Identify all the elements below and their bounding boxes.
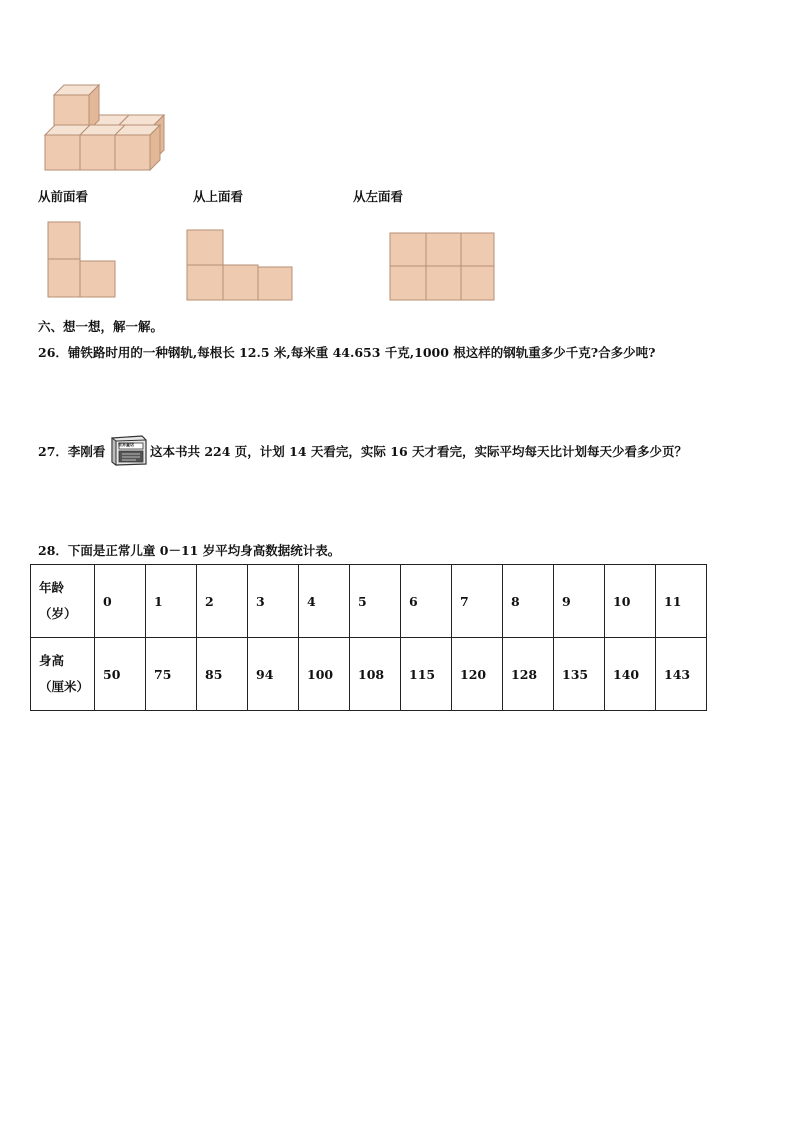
question-28: 28．下面是正常儿童 0－11 岁平均身高数据统计表。 — [38, 543, 341, 558]
top-view-figure — [187, 230, 295, 302]
age-cell: 4 — [299, 565, 350, 638]
height-cell: 75 — [146, 638, 197, 711]
height-cell: 120 — [452, 638, 503, 711]
height-cell: 100 — [299, 638, 350, 711]
height-cell: 128 — [503, 638, 554, 711]
height-stats-table — [30, 564, 707, 711]
view-label-left: 从左面看 — [353, 189, 404, 204]
age-cell: 10 — [605, 565, 656, 638]
height-cell: 85 — [197, 638, 248, 711]
height-cell: 140 — [605, 638, 656, 711]
table-row-height — [31, 638, 707, 711]
age-cell: 1 — [146, 565, 197, 638]
age-cell: 3 — [248, 565, 299, 638]
height-cell: 115 — [401, 638, 452, 711]
age-cell: 5 — [350, 565, 401, 638]
view-label-front: 从前面看 — [38, 189, 89, 204]
question-26: 26．铺铁路时用的一种钢轨,每根长 12.5 米,每米重 44.653 千克,1000 根这样的钢轨重多少千克?合多少吨? — [38, 345, 656, 360]
age-cell: 0 — [95, 565, 146, 638]
age-cell: 7 — [452, 565, 503, 638]
question-27-text: 这本书共 224 页，计划 14 天看完，实际 16 天才看完，实际平均每天比计划每天少看多少页？ — [150, 444, 687, 459]
age-header: 年龄 （岁） — [31, 565, 95, 638]
book-title: 世界童话 — [118, 442, 134, 447]
table-row-age — [31, 565, 707, 638]
height-cell: 135 — [554, 638, 605, 711]
height-cell: 108 — [350, 638, 401, 711]
age-cell: 6 — [401, 565, 452, 638]
height-cell: 143 — [656, 638, 707, 711]
height-header: 身高 （厘米） — [31, 638, 95, 711]
book-icon — [110, 434, 148, 466]
age-cell: 9 — [554, 565, 605, 638]
age-cell: 11 — [656, 565, 707, 638]
age-cell: 8 — [503, 565, 554, 638]
age-cell: 2 — [197, 565, 248, 638]
question-27-prefix: 27．李刚看 — [38, 444, 106, 459]
view-label-top: 从上面看 — [193, 189, 244, 204]
left-view-figure — [390, 233, 498, 303]
front-view-figure — [48, 222, 118, 300]
cube-figure — [40, 80, 180, 175]
section-title: 六、想一想，解一解。 — [38, 319, 164, 334]
height-cell: 50 — [95, 638, 146, 711]
height-cell: 94 — [248, 638, 299, 711]
